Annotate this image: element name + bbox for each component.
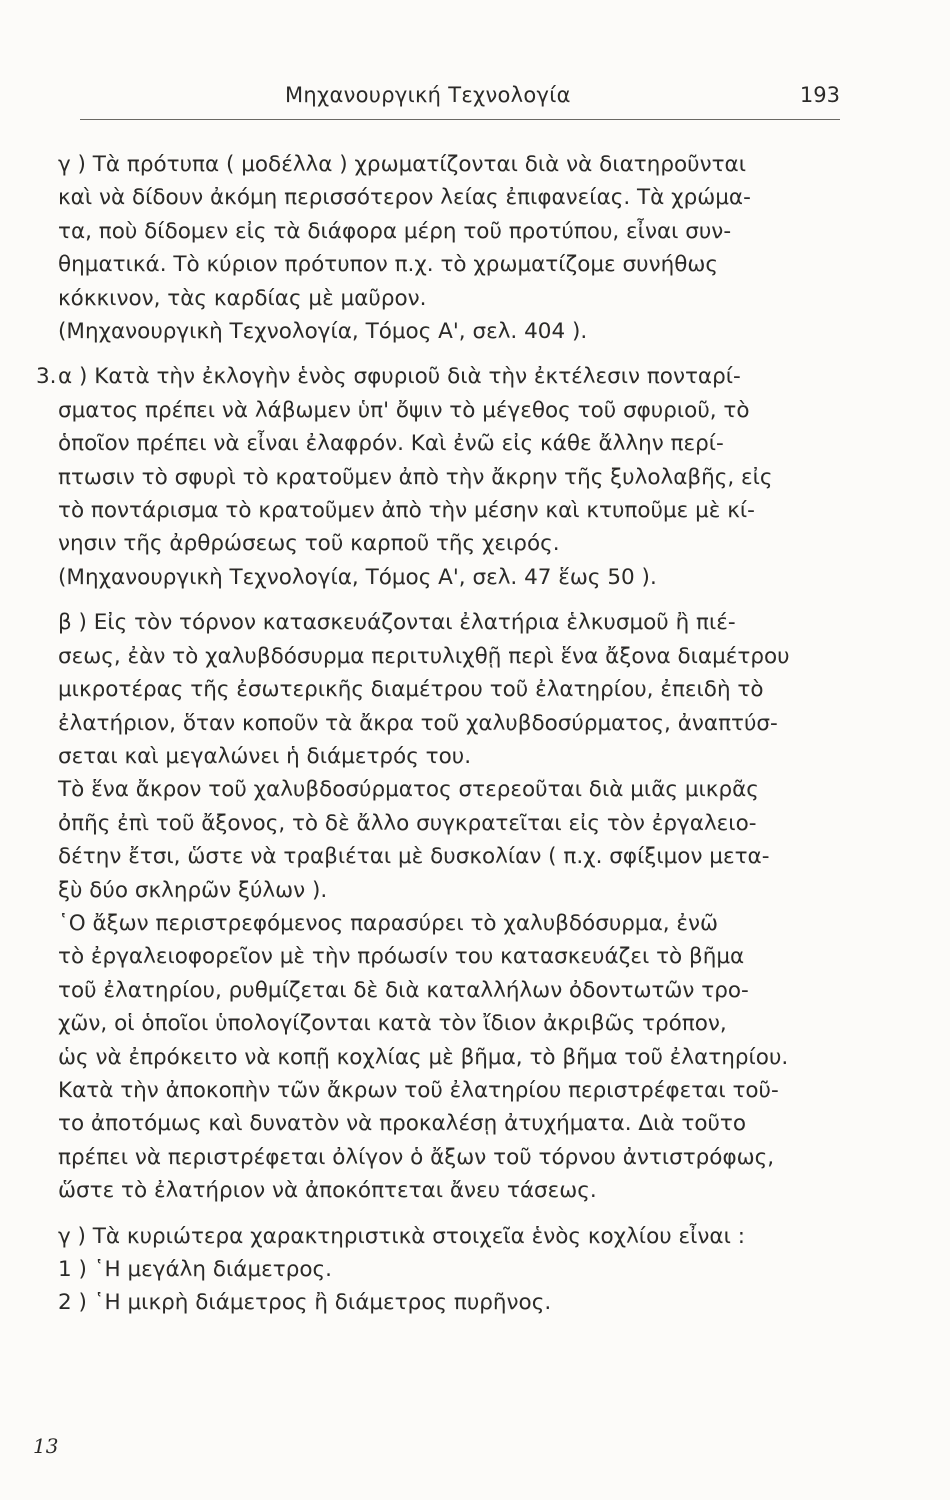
- text-line: γ ) Τὰ πρότυπα ( μοδέλλα ) χρωματίζονται διὰ νὰ διατηροῦνται: [58, 152, 746, 177]
- text-line: γ ) Τὰ κυριώτερα χαρακτηριστικὰ στοιχεῖα ἑνὸς κοχλίου εἶναι :: [58, 1223, 745, 1249]
- paragraph-g: [58, 148, 848, 348]
- citation: (Μηχανουργικὴ Τεχνολογία, Τόμος Α', σελ. 404 ).: [58, 319, 588, 345]
- text-line: ὡς νὰ ἐπρόκειτο νὰ κοπῇ κοχλίας μὲ βῆμα, τὸ βῆμα τοῦ ἐλατηρίου.: [58, 1044, 789, 1070]
- paragraph-b: [58, 606, 848, 1207]
- signature-mark: 13: [33, 1434, 59, 1458]
- text-line: ὀπῆς ἐπὶ τοῦ ἄξονος, τὸ δὲ ἄλλο συγκρατεῖται εἰς τὸν ἐργαλειο-: [58, 810, 757, 836]
- text-line: νησιν τῆς ἀρθρώσεως τοῦ καρποῦ τῆς χειρός.: [58, 531, 560, 557]
- text-line: ῾Ο ἄξων περιστρεφόμενος παρασύρει τὸ χαλυβδόσυρμα, ἐνῶ: [58, 910, 719, 936]
- list-item: 1 ) ῾Η μεγάλη διάμετρος.: [58, 1257, 332, 1282]
- header-rule: [80, 119, 840, 120]
- text-line: σεται καὶ μεγαλώνει ἡ διάμετρός του.: [58, 743, 472, 769]
- text-line: ὁποῖον πρέπει νὰ εἶναι ἐλαφρόν. Καὶ ἐνῶ εἰς κάθε ἄλλην περί-: [58, 431, 724, 457]
- text-line: θηματικά. Τὸ κύριον πρότυπον π.χ. τὸ χρωματίζομε συνήθως: [58, 252, 718, 278]
- text-line: το ἀποτόμως καὶ δυνατὸν νὰ προκαλέσῃ ἀτυχήματα. Διὰ τοῦτο: [58, 1111, 747, 1137]
- page-body: [36, 148, 848, 1320]
- list-item: 2 ) ῾Η μικρὴ διάμετρος ἢ διάμετρος πυρῆνος.: [58, 1290, 552, 1316]
- text-line: τὸ ποντάρισμα τὸ κρατοῦμεν ἀπὸ τὴν μέσην καὶ κτυποῦμε μὲ κί-: [58, 498, 755, 524]
- text-line: μικροτέρας τῆς ἐσωτερικῆς διαμέτρου τοῦ ἐλατηρίου, ἐπειδὴ τὸ: [58, 677, 764, 703]
- text-line: α ) Κατὰ τὴν ἐκλογὴν ἑνὸς σφυριοῦ διὰ τὴν ἐκτέλεσιν πονταρί-: [58, 364, 741, 390]
- text-line: πτωσιν τὸ σφυρὶ τὸ κρατοῦμεν ἀπὸ τὴν ἄκρην τῆς ξυλολαβῆς, εἰς: [58, 464, 773, 490]
- text-line: σεως, ἐὰν τὸ χαλυβδόσυρμα περιτυλιχθῇ περὶ ἕνα ἄξονα διαμέτρου: [58, 643, 790, 669]
- text-line: ἐλατήριον, ὅταν κοποῦν τὰ ἄκρα τοῦ χαλυβδοσύρματος, ἀναπτύσ-: [58, 710, 778, 736]
- text-line: ξὺ δύο σκληρῶν ξύλων ).: [58, 877, 328, 903]
- text-line: καὶ νὰ δίδουν ἀκόμη περισσότερον λείας ἐπιφανείας. Τὰ χρώμα-: [58, 185, 751, 211]
- text-line: τοῦ ἐλατηρίου, ρυθμίζεται δὲ διὰ καταλλήλων ὀδοντωτῶν τρο-: [58, 977, 749, 1003]
- text-line: τα, ποὺ δίδομεν εἰς τὰ διάφορα μέρη τοῦ προτύπου, εἶναι συν-: [58, 218, 732, 244]
- text-line: β ) Εἰς τὸν τόρνον κατασκευάζονται ἐλατήρια ἑλκυσμοῦ ἢ πιέ-: [58, 610, 736, 636]
- citation: (Μηχανουργικὴ Τεχνολογία, Τόμος Α', σελ. 47 ἕως 50 ).: [58, 564, 657, 590]
- page-number: 193: [799, 83, 840, 107]
- section-3: [36, 360, 848, 1319]
- text-line: πρέπει νὰ περιστρέφεται ὀλίγον ὁ ἄξων τοῦ τόρνου ἀντιστρόφως,: [58, 1144, 775, 1170]
- paragraph-c: [58, 1220, 848, 1320]
- running-title: Μηχανουργική Τεχνολογία: [285, 83, 571, 107]
- running-header: [80, 75, 840, 115]
- text-line: χῶν, οἱ ὁποῖοι ὑπολογίζονται κατὰ τὸν ἴδιον ἀκριβῶς τρόπον,: [58, 1011, 727, 1037]
- text-line: Κατὰ τὴν ἀποκοπὴν τῶν ἄκρων τοῦ ἐλατηρίου περιστρέφεται τοῦ-: [58, 1077, 779, 1103]
- text-line: κόκκινον, τὰς καρδίας μὲ μαῦρον.: [58, 285, 427, 311]
- section-number: 3.: [36, 364, 57, 390]
- text-line: δέτην ἔτσι, ὥστε νὰ τραβιέται μὲ δυσκολίαν ( π.χ. σφίξιμον μετα-: [58, 844, 770, 870]
- text-line: σματος πρέπει νὰ λάβωμεν ὑπ' ὄψιν τὸ μέγεθος τοῦ σφυριοῦ, τὸ: [58, 397, 750, 423]
- paragraph-a: [58, 360, 848, 594]
- text-line: ὥστε τὸ ἐλατήριον νὰ ἀποκόπτεται ἄνευ τάσεως.: [58, 1178, 597, 1204]
- text-line: τὸ ἐργαλειοφορεῖον μὲ τὴν πρόωσίν του κατασκευάζει τὸ βῆμα: [58, 944, 745, 970]
- text-line: Τὸ ἕνα ἄκρον τοῦ χαλυβδοσύρματος στερεοῦται διὰ μιᾶς μικρᾶς: [58, 777, 759, 803]
